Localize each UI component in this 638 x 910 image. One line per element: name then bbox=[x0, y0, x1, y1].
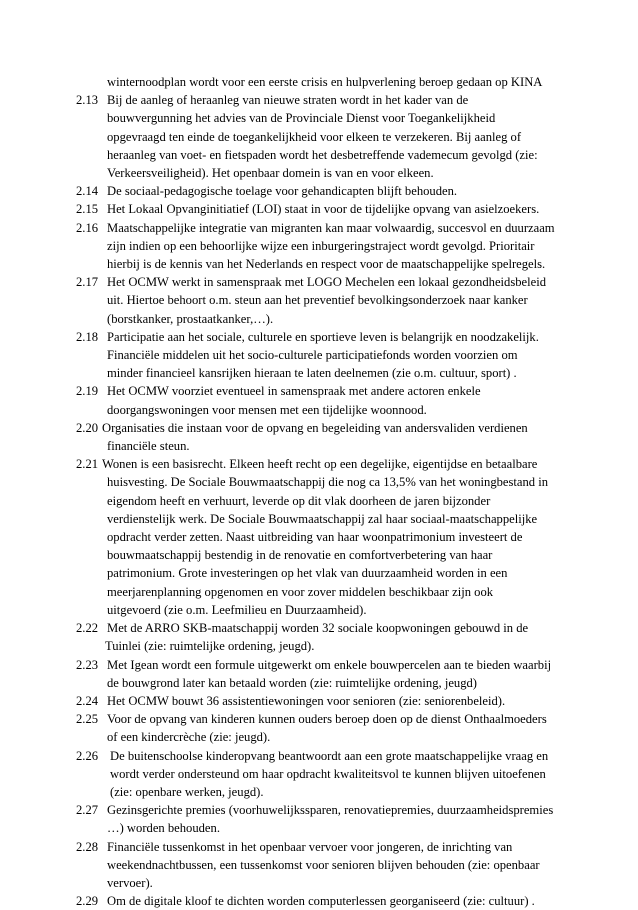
text-line: Gezinsgerichte premies (voorhuwelijkssparen, renovatiepremies, duurzaamheidspremies bbox=[107, 803, 554, 818]
text-line: winternoodplan wordt voor een eerste crisis en hulpverlening beroep gedaan op KINA bbox=[107, 75, 543, 89]
text-line: Verkeersveiligheid). Het openbaar domein is van en voor elkeen. bbox=[107, 166, 434, 181]
list-item-2-19 bbox=[76, 382, 576, 418]
item-number: 2.23 bbox=[76, 657, 99, 672]
item-number: 2.27 bbox=[76, 803, 99, 818]
text-line: opdracht verder zetten. Naast uitbreiding van haar woonpatrimonium investeert de bbox=[107, 530, 523, 545]
text-line: weekendnachtbussen, een tussenkomst voor senioren blijven behouden (zie: openbaar bbox=[107, 857, 540, 872]
intro-paragraph bbox=[76, 73, 576, 91]
list-item-2-24 bbox=[76, 692, 576, 710]
text-line: Met de ARRO SKB-maatschappij worden 32 sociale koopwoningen gebouwd in de bbox=[107, 621, 529, 636]
list-item-2-16 bbox=[76, 219, 576, 274]
text-line: (borstkanker, prostaatkanker,…). bbox=[107, 311, 274, 326]
list-item-2-14 bbox=[76, 182, 576, 200]
text-line: de bouwgrond later kan betaald worden (zie: ruimtelijke ordening, jeugd) bbox=[107, 675, 477, 690]
text-line: Het OCMW bouwt 36 assistentiewoningen voor senioren (zie: seniorenbeleid). bbox=[107, 693, 506, 708]
text-line: opgevraagd ten einde de toegankelijkheid voor elkeen te verzekeren. Bij aanleg of bbox=[107, 129, 522, 144]
item-number: 2.17 bbox=[76, 275, 99, 290]
text-line: Financiële tussenkomst in het openbaar vervoer voor jongeren, de inrichting van bbox=[107, 839, 513, 854]
item-number: 2.19 bbox=[76, 384, 99, 399]
text-line: Om de digitale kloof te dichten worden computerlessen georganiseerd (zie: cultuur) . bbox=[107, 894, 535, 909]
text-line: Tuinlei (zie: ruimtelijke ordening, jeugd). bbox=[105, 639, 315, 654]
list-item-2-27 bbox=[76, 801, 576, 837]
list-item-2-13 bbox=[76, 91, 576, 182]
text-line: Het OCMW werkt in samenspraak met LOGO Mechelen een lokaal gezondheidsbeleid bbox=[107, 275, 547, 290]
item-number: 2.18 bbox=[76, 329, 99, 344]
item-number: 2.24 bbox=[76, 693, 99, 708]
text-line: Het OCMW voorziet eventueel in samenspraak met andere actoren enkele bbox=[107, 384, 481, 399]
item-number: 2.15 bbox=[76, 202, 99, 217]
text-line: De buitenschoolse kinderopvang beantwoordt aan een grote maatschappelijke vraag en bbox=[110, 748, 549, 763]
item-number: 2.28 bbox=[76, 839, 99, 854]
text-line: Participatie aan het sociale, culturele en sportieve leven is belangrijk en noodzakelijk. bbox=[107, 329, 539, 344]
list-item-2-18 bbox=[76, 328, 576, 383]
list-item-2-20 bbox=[76, 419, 576, 455]
text-line: Maatschappelijke integratie van migranten kan maar volwaardig, succesvol en duurzaam bbox=[107, 220, 555, 235]
text-line: Bij de aanleg of heraanleg van nieuwe straten wordt in het kader van de bbox=[107, 93, 469, 108]
text-line: Het Lokaal Opvanginitiatief (LOI) staat in voor de tijdelijke opvang van asielzoekers. bbox=[107, 202, 540, 217]
item-number: 2.22 bbox=[76, 621, 99, 636]
text-line: Organisaties die instaan voor de opvang en begeleiding van andersvaliden verdienen bbox=[102, 420, 528, 435]
text-line: Met Igean wordt een formule uitgewerkt om enkele bouwpercelen aan te bieden waarbij bbox=[107, 657, 552, 672]
text-line: verdienstelijk werk. De Sociale Bouwmaatschappij zal haar sociaal-maatschappelijke bbox=[107, 511, 538, 526]
text-line: De sociaal-pedagogische toelage voor gehandicapten blijft behouden. bbox=[107, 184, 458, 199]
text-line: eigendom heeft en verhuurt, leverde op dit vlak doorheen de jaren bijzonder bbox=[107, 493, 491, 508]
list-item-2-17 bbox=[76, 273, 576, 328]
text-line: doorgangswoningen voor mensen met een tijdelijke woonnood. bbox=[107, 402, 427, 417]
item-number: 2.29 bbox=[76, 894, 99, 909]
text-line: meerjarenplanning opgenomen en voor zover middelen beschikbaar zijn ook bbox=[107, 584, 494, 599]
item-number: 2.25 bbox=[76, 712, 99, 727]
text-line: heraanleg van voet- en fietspaden wordt het desbetreffende vademecum gevolgd (zie: bbox=[107, 147, 538, 162]
list-item-2-22 bbox=[76, 619, 576, 655]
text-line: wordt verder ondersteund om haar opdracht kwaliteitsvol te kunnen blijven uitoefenen bbox=[110, 766, 546, 781]
list-item-2-28 bbox=[76, 838, 576, 893]
text-line: Wonen is een basisrecht. Elkeen heeft recht op een degelijke, eigentijdse en betaalbare bbox=[102, 457, 538, 472]
list-item-2-15 bbox=[76, 200, 576, 218]
document-body bbox=[76, 73, 576, 910]
text-line: uit. Hiertoe behoort o.m. steun aan het preventief bevolkingsonderzoek naar kanker bbox=[107, 293, 528, 308]
list-item-2-21 bbox=[76, 455, 576, 619]
text-line: huisvesting. De Sociale Bouwmaatschappij die nog ca 13,5% van het woningbestand in bbox=[107, 475, 549, 490]
text-line: of een kindercrèche (zie: jeugd). bbox=[107, 730, 271, 745]
list-item-2-23 bbox=[76, 656, 576, 692]
text-line: zijn indien op een behoorlijke wijze een inburgeringstraject wordt gevolgd. Prioritair bbox=[107, 238, 535, 253]
text-line: bouwmaatschappij bestendig in de renovatie en comfortverbetering van haar bbox=[107, 548, 493, 563]
text-line: vervoer). bbox=[107, 875, 153, 890]
item-number: 2.16 bbox=[76, 220, 99, 235]
item-number: 2.21 bbox=[76, 457, 99, 472]
item-number: 2.20 bbox=[76, 420, 99, 435]
text-line: uitgevoerd (zie o.m. Leefmilieu en Duurzaamheid). bbox=[107, 602, 367, 617]
item-number: 2.26 bbox=[76, 748, 99, 763]
list-item-2-25 bbox=[76, 710, 576, 746]
item-number: 2.13 bbox=[76, 93, 99, 108]
text-line: patrimonium. Grote investeringen op het vlak van duurzaamheid worden in een bbox=[107, 566, 508, 581]
text-line: hierbij is de kennis van het Nederlands en respect voor de maatschappelijke spelregels. bbox=[107, 257, 546, 272]
text-line: Voor de opvang van kinderen kunnen ouders beroep doen op de dienst Onthaalmoeders bbox=[107, 712, 547, 727]
text-line: Financiële middelen uit het socio-culturele participatiefonds worden voorzien om bbox=[107, 348, 518, 363]
text-line: financiële steun. bbox=[107, 439, 190, 454]
text-line: minder financieel kansrijken hieraan te laten deelnemen (zie o.m. cultuur, sport) . bbox=[107, 366, 517, 381]
list-item-2-29 bbox=[76, 892, 576, 910]
text-line: (zie: openbare werken, jeugd). bbox=[110, 784, 264, 799]
text-line: bouwvergunning het advies van de Provinciale Dienst voor Toegankelijkheid bbox=[107, 111, 496, 126]
list-item-2-26 bbox=[76, 747, 576, 802]
text-line: …) worden behouden. bbox=[107, 821, 220, 836]
item-number: 2.14 bbox=[76, 184, 99, 199]
